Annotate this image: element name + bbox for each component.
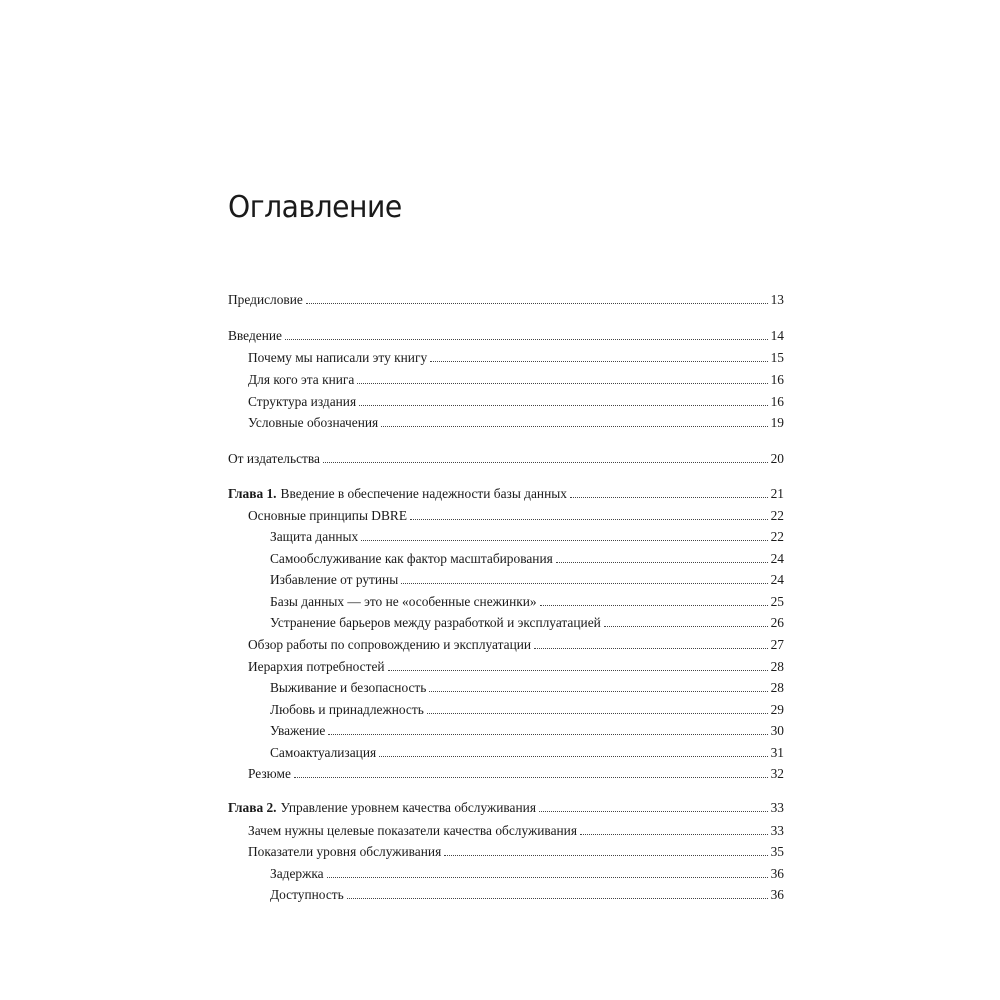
toc-entry-title: Показатели уровня обслуживания [248, 844, 442, 859]
toc-entry-title: Самоактуализация [270, 745, 377, 760]
toc-chapter-number: Глава 2. [228, 800, 277, 815]
toc-entry-page: 19 [770, 415, 784, 430]
toc-entry-title: Самообслуживание как фактор масштабирования [270, 551, 553, 566]
dot-leader [539, 811, 768, 812]
toc-chapter-entry[interactable] [228, 796, 784, 816]
dot-leader [361, 540, 767, 541]
toc-entry-title: Выживание и безопасность [270, 680, 427, 695]
toc-entry-page: 29 [770, 702, 784, 717]
toc-entry-title: Любовь и принадлежность [270, 702, 424, 717]
dot-leader [604, 626, 768, 627]
dot-leader [580, 834, 768, 835]
dot-leader [294, 777, 768, 778]
dot-leader [388, 670, 768, 671]
toc-entry[interactable] [228, 288, 784, 308]
toc-entry-page: 27 [770, 637, 784, 652]
toc-entry-page: 13 [770, 292, 784, 307]
toc-entry[interactable] [270, 883, 784, 903]
toc-entry-title: Избавление от рутины [270, 572, 399, 587]
toc-entry[interactable] [228, 324, 784, 344]
toc-chapter-number: Глава 1. [228, 486, 277, 501]
toc-entry-title: Основные принципы DBRE [248, 508, 408, 523]
toc-entry-page: 33 [770, 800, 784, 815]
toc-entry-page: 30 [770, 723, 784, 738]
toc-entry-title: Обзор работы по сопровождению и эксплуатации [248, 637, 532, 652]
dot-leader [323, 462, 768, 463]
toc-entry[interactable] [270, 590, 784, 610]
toc-entry[interactable] [270, 525, 784, 545]
toc-entry-title: Введение [228, 328, 282, 343]
toc-entry[interactable] [248, 819, 784, 839]
toc-entry[interactable] [248, 633, 784, 653]
toc-entry-title: Управление уровнем качества обслуживания [280, 800, 536, 815]
toc-entry-page: 24 [770, 551, 784, 566]
dot-leader [327, 877, 768, 878]
dot-leader [429, 691, 767, 692]
toc-entry-page: 26 [770, 615, 784, 630]
toc-entry-title: От издательства [228, 451, 320, 466]
dot-leader [379, 756, 767, 757]
toc-entry[interactable] [270, 741, 784, 761]
toc-entry-title: Резюме [248, 766, 291, 781]
toc-entry-title: Иерархия потребностей [248, 659, 385, 674]
toc-entry-page: 22 [770, 508, 784, 523]
toc-entry-page: 35 [770, 844, 784, 859]
toc-entry-title: Введение в обеспечение надежности базы данных [280, 486, 567, 501]
dot-leader [540, 605, 768, 606]
toc-entry-title: Структура издания [248, 394, 357, 409]
toc-entry[interactable] [270, 547, 784, 567]
toc-entry-title: Для кого эта книга [248, 372, 355, 387]
toc-entry-page: 25 [770, 594, 784, 609]
toc-entry[interactable] [270, 719, 784, 739]
toc-entry-page: 16 [770, 372, 784, 387]
toc-entry-title: Зачем нужны целевые показатели качества обслуживания [248, 823, 577, 838]
page-title: Оглавление [228, 190, 402, 225]
toc-chapter-entry[interactable] [228, 482, 784, 502]
dot-leader [357, 383, 767, 384]
toc-entry[interactable] [270, 862, 784, 882]
dot-leader [444, 855, 767, 856]
toc-entry[interactable] [228, 447, 784, 467]
dot-leader [285, 339, 768, 340]
toc-entry[interactable] [248, 840, 784, 860]
toc-entry-page: 32 [770, 766, 784, 781]
toc-entry-page: 20 [770, 451, 784, 466]
toc-entry-title: Устранение барьеров между разработкой и эксплуатацией [270, 615, 601, 630]
toc-entry-page: 16 [770, 394, 784, 409]
toc-entry-page: 22 [770, 529, 784, 544]
toc-entry-page: 28 [770, 680, 784, 695]
dot-leader [347, 898, 768, 899]
dot-leader [359, 405, 767, 406]
dot-leader [401, 583, 767, 584]
toc-entry-page: 15 [770, 350, 784, 365]
toc-entry[interactable] [270, 698, 784, 718]
toc-entry[interactable] [248, 346, 784, 366]
toc-entry[interactable] [270, 611, 784, 631]
toc-entry-title: Предисловие [228, 292, 303, 307]
toc-entry-title: Условные обозначения [248, 415, 379, 430]
dot-leader [570, 497, 768, 498]
toc-entry-page: 36 [770, 887, 784, 902]
toc-entry[interactable] [270, 568, 784, 588]
toc-entry[interactable] [248, 655, 784, 675]
dot-leader [430, 361, 767, 362]
toc-entry-page: 14 [770, 328, 784, 343]
dot-leader [381, 426, 767, 427]
dot-leader [306, 303, 768, 304]
toc-entry-title: Почему мы написали эту книгу [248, 350, 428, 365]
toc-entry[interactable] [270, 676, 784, 696]
dot-leader [556, 562, 768, 563]
toc-entry-page: 24 [770, 572, 784, 587]
toc-entry-page: 33 [770, 823, 784, 838]
toc-entry-title: Базы данных — это не «особенные снежинки» [270, 594, 537, 609]
dot-leader [534, 648, 768, 649]
toc-entry-title: Уважение [270, 723, 326, 738]
dot-leader [410, 519, 768, 520]
toc-entry-title: Доступность [270, 887, 344, 902]
toc-entry[interactable] [248, 390, 784, 410]
toc-entry-title: Защита данных [270, 529, 359, 544]
toc-entry-page: 36 [770, 866, 784, 881]
toc-entry-title: Задержка [270, 866, 324, 881]
toc-entry-page: 31 [770, 745, 784, 760]
dot-leader [427, 713, 768, 714]
toc-entry[interactable] [248, 504, 784, 524]
toc-entry[interactable] [248, 762, 784, 782]
dot-leader [328, 734, 767, 735]
toc-entry[interactable] [248, 411, 784, 431]
toc-entry[interactable] [248, 368, 784, 388]
toc-entry-page: 28 [770, 659, 784, 674]
toc-entry-page: 21 [770, 486, 784, 501]
